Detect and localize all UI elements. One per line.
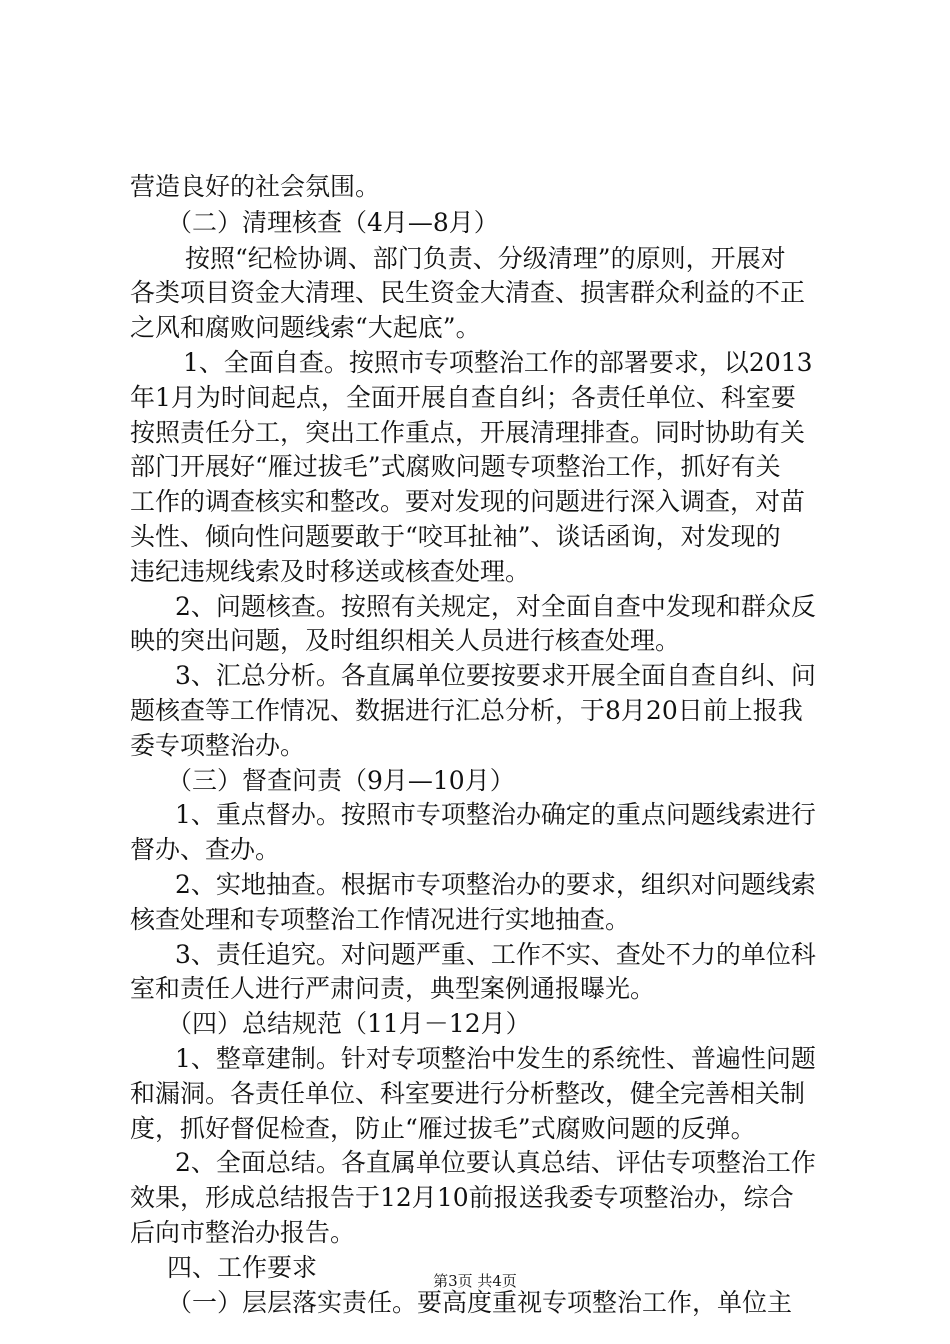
text-line: 3、汇总分析。各直属单位要按要求开展全面自查自纠、问 [175,661,816,690]
text-line: 违纪违规线索及时移送或核查处理。 [130,557,531,586]
text-line: 度，抓好督促检查，防止“雁过拔毛”式腐败问题的反弹。 [130,1114,756,1143]
text-line: 督办、查办。 [130,835,281,864]
text-line: 工作的调查核实和整改。要对发现的问题进行深入调查，对苗 [130,487,806,516]
text-line: 部门开展好“雁过拔毛”式腐败问题专项整治工作，抓好有关 [130,452,781,481]
text-line: 各类项目资金大清理、民生资金大清查、损害群众利益的不正 [130,278,806,307]
text-line: 1、整章建制。针对专项整治中发生的系统性、普遍性问题 [175,1044,816,1073]
text-line: 效果，形成总结报告于12月10前报送我委专项整治办，综合 [130,1183,794,1212]
text-line: 头性、倾向性问题要敢于“咬耳扯袖”、谈话函询，对发现的 [130,522,781,551]
text-line: 1、重点督办。按照市专项整治办确定的重点问题线索进行 [175,800,816,829]
text-line: 1、全面自查。按照市专项整治工作的部署要求，以2013 [183,348,813,377]
page-number: 第3页 共4页 [433,1272,517,1290]
text-line: 委专项整治办。 [130,731,306,760]
text-line: 后向市整治办报告。 [130,1218,356,1247]
text-line: 年1月为时间起点，全面开展自查自纠；各责任单位、科室要 [130,383,796,412]
section-heading: （二）清理核查（4月—8月） [167,208,499,237]
text-line: 室和责任人进行严肃问责，典型案例通报曝光。 [130,974,656,1003]
section-heading: 四、工作要求 [167,1253,318,1282]
text-line: 映的突出问题，及时组织相关人员进行核查处理。 [130,626,681,655]
text-line: （一）层层落实责任。要高度重视专项整治工作，单位主 [167,1288,793,1317]
section-heading: （四）总结规范（11月－12月） [167,1009,531,1038]
section-heading: （三）督查问责（9月—10月） [167,766,515,795]
text-line: 核查处理和专项整治工作情况进行实地抽查。 [130,905,631,934]
text-line: 和漏洞。各责任单位、科室要进行分析整改，健全完善相关制 [130,1079,806,1108]
text-line: 题核查等工作情况、数据进行汇总分析，于8月20日前上报我 [130,696,803,725]
text-line: 2、实地抽查。根据市专项整治办的要求，组织对问题线索 [175,870,816,899]
text-line: 营造良好的社会氛围。 [130,172,381,201]
text-line: 2、全面总结。各直属单位要认真总结、评估专项整治工作 [175,1148,816,1177]
text-line: 按照责任分工，突出工作重点，开展清理排查。同时协助有关 [130,418,806,447]
text-line: 按照“纪检协调、部门负责、分级清理”的原则，开展对 [185,244,786,273]
text-line: 2、问题核查。按照有关规定，对全面自查中发现和群众反 [175,592,816,621]
text-line: 3、责任追究。对问题严重、工作不实、查处不力的单位科 [175,940,816,969]
text-line: 之风和腐败问题线索“大起底”。 [130,313,481,342]
